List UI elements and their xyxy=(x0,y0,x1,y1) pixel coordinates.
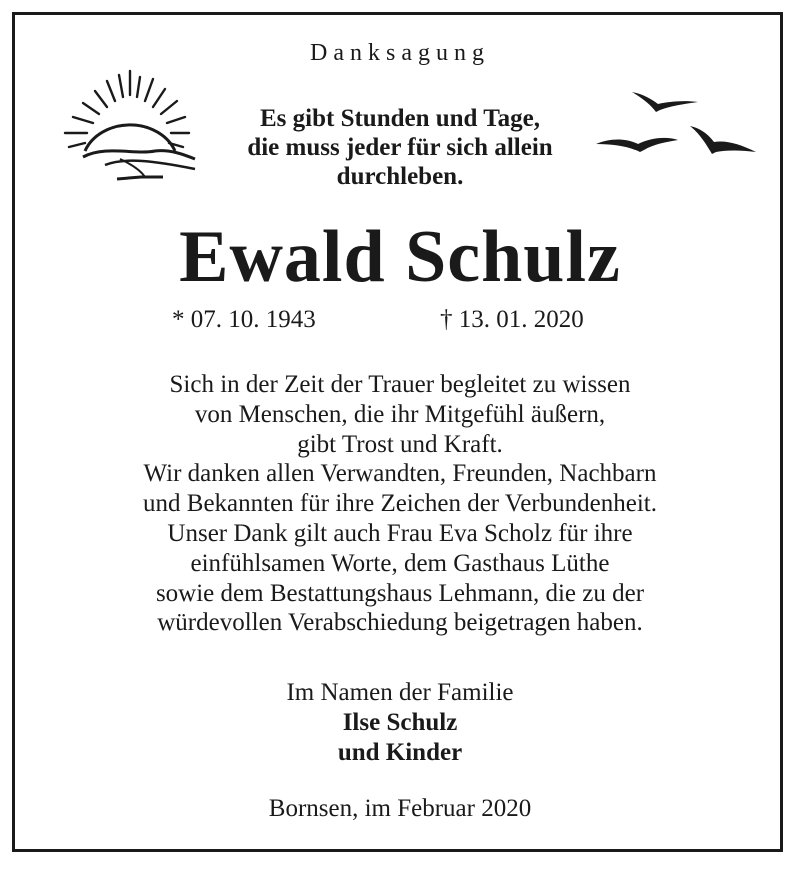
text-line: Wir danken allen Verwandten, Freunden, Nachbarn xyxy=(143,460,657,488)
birds-icon xyxy=(596,88,761,163)
text-line: Unser Dank gilt auch Frau Eva Scholz für ihre xyxy=(167,519,633,547)
thanks-text xyxy=(0,370,800,638)
text-line: von Menschen, die ihr Mitgefühl äußern, xyxy=(194,400,606,428)
text-line: gibt Trost und Kraft. xyxy=(297,430,503,458)
deceased-name: Ewald Schulz xyxy=(179,216,621,298)
text-line: sowie dem Bestattungshaus Lehmann, die zu der xyxy=(155,579,645,607)
birth-date: * 07. 10. 1943 xyxy=(172,306,316,333)
place-date: Bornsen, im Februar 2020 xyxy=(268,795,532,822)
family-intro: Im Namen der Familie xyxy=(286,679,514,706)
family-name-line: und Kinder xyxy=(337,739,463,766)
text-line: würdevollen Verabschiedung beigetragen haben. xyxy=(157,609,643,637)
motto-line: die muss jeder für sich allein xyxy=(247,134,553,161)
motto-line: durchleben. xyxy=(336,163,464,190)
text-line: einfühlsamen Worte, dem Gasthaus Lüthe xyxy=(190,549,610,577)
motto-line: Es gibt Stunden und Tage, xyxy=(259,105,540,132)
death-date: † 13. 01. 2020 xyxy=(440,306,584,333)
text-line: und Bekannten für ihre Zeichen der Verbundenheit. xyxy=(143,490,657,518)
notice-heading: Danksagung xyxy=(310,40,490,66)
family-name-line: Ilse Schulz xyxy=(342,709,458,736)
family-names xyxy=(0,708,800,768)
text-line: Sich in der Zeit der Trauer begleitet zu wissen xyxy=(169,371,631,398)
